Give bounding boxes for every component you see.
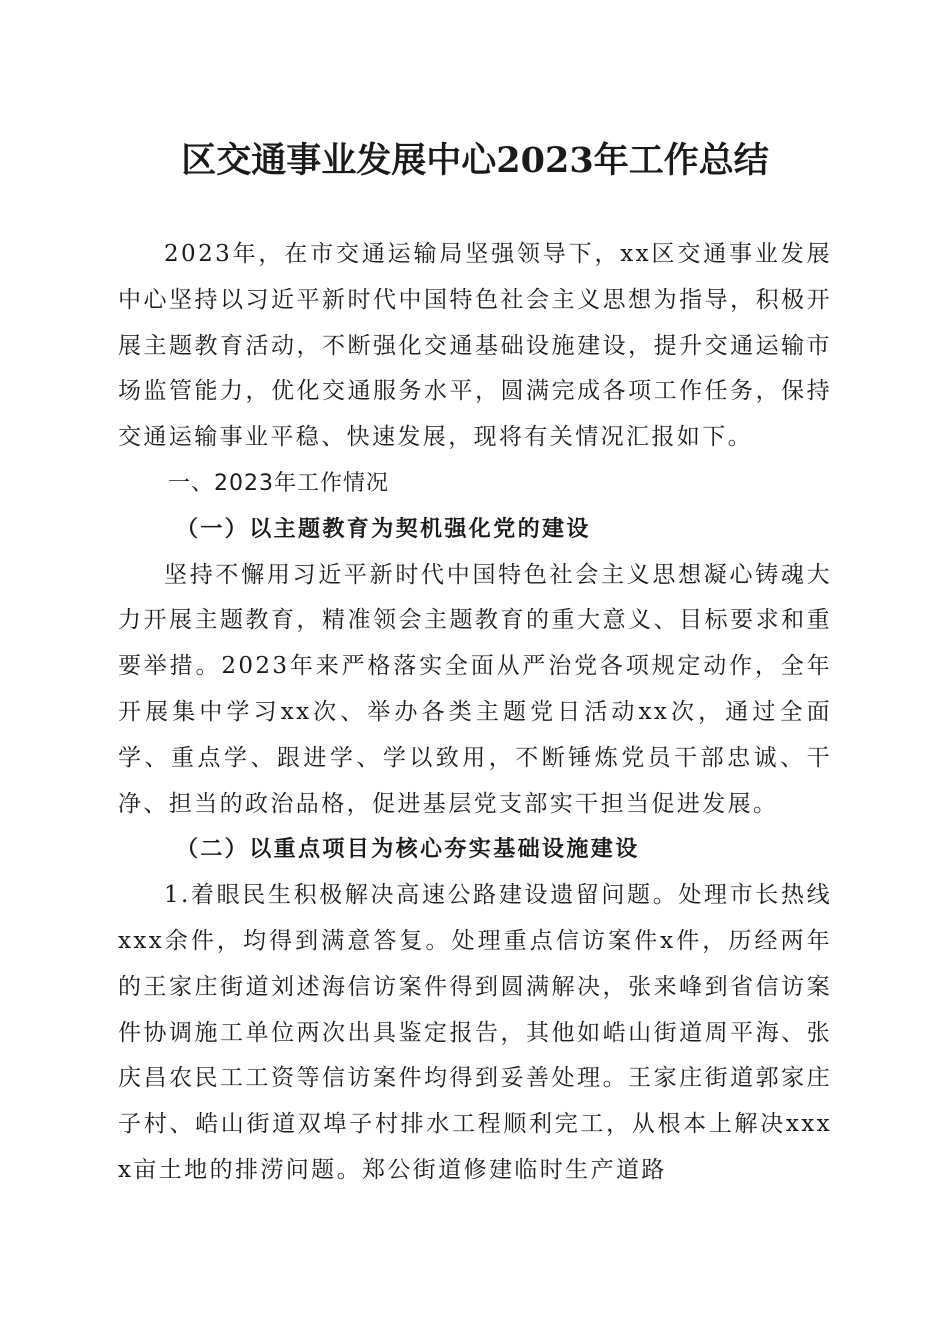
document-title: 区交通事业发展中心2023年工作总结 bbox=[181, 140, 769, 181]
item-paragraph: 1.着眼民生积极解决高速公路建设遗留问题。处理市长热线xxx余件，均得到满意答复。处理重点信访案件x件，历经两年的王家庄街道刘述海信访案件得到圆满解决，张来峰到省信访案件协调施工单位两次出具鉴定报告，其他如峼山街道周平海、张庆昌农民工工资等信访案件均得到妥善处理。王家庄街道郭家庄子村、峼山街道双埠子村排水工程顺利完工，从根本上解决xxxx亩土地的排涝问题。郑公街道修建临时生产道路 bbox=[118, 882, 832, 1183]
section-heading: 一、2023年工作情况 bbox=[168, 470, 389, 496]
document-body bbox=[118, 232, 832, 1194]
subsection-heading: （一）以主题教育为契机强化党的建设 bbox=[176, 515, 591, 542]
subsection-paragraph: 坚持不懈用习近平新时代中国特色社会主义思想凝心铸魂大力开展主题教育，精准领会主题教育的重大意义、目标要求和重要举措。2023年来严格落实全面从严治党各项规定动作，全年开展集中学习xx次、举办各类主题党日活动xx次，通过全面学、重点学、跟进学、学以致用，不断锤炼党员干部忠诚、干净、担当的政治品格，促进基层党支部实干担当促进发展。 bbox=[118, 561, 832, 817]
intro-paragraph: 2023年，在市交通运输局坚强领导下，xx区交通事业发展中心坚持以习近平新时代中国特色社会主义思想为指导，积极开展主题教育活动，不断强化交通基础设施建设，提升交通运输市场监管能力，优化交通服务水平，圆满完成各项工作任务，保持交通运输事业平稳、快速发展，现将有关情况汇报如下。 bbox=[118, 241, 832, 451]
subsection-heading: （二）以重点项目为核心夯实基础设施建设 bbox=[176, 836, 640, 863]
